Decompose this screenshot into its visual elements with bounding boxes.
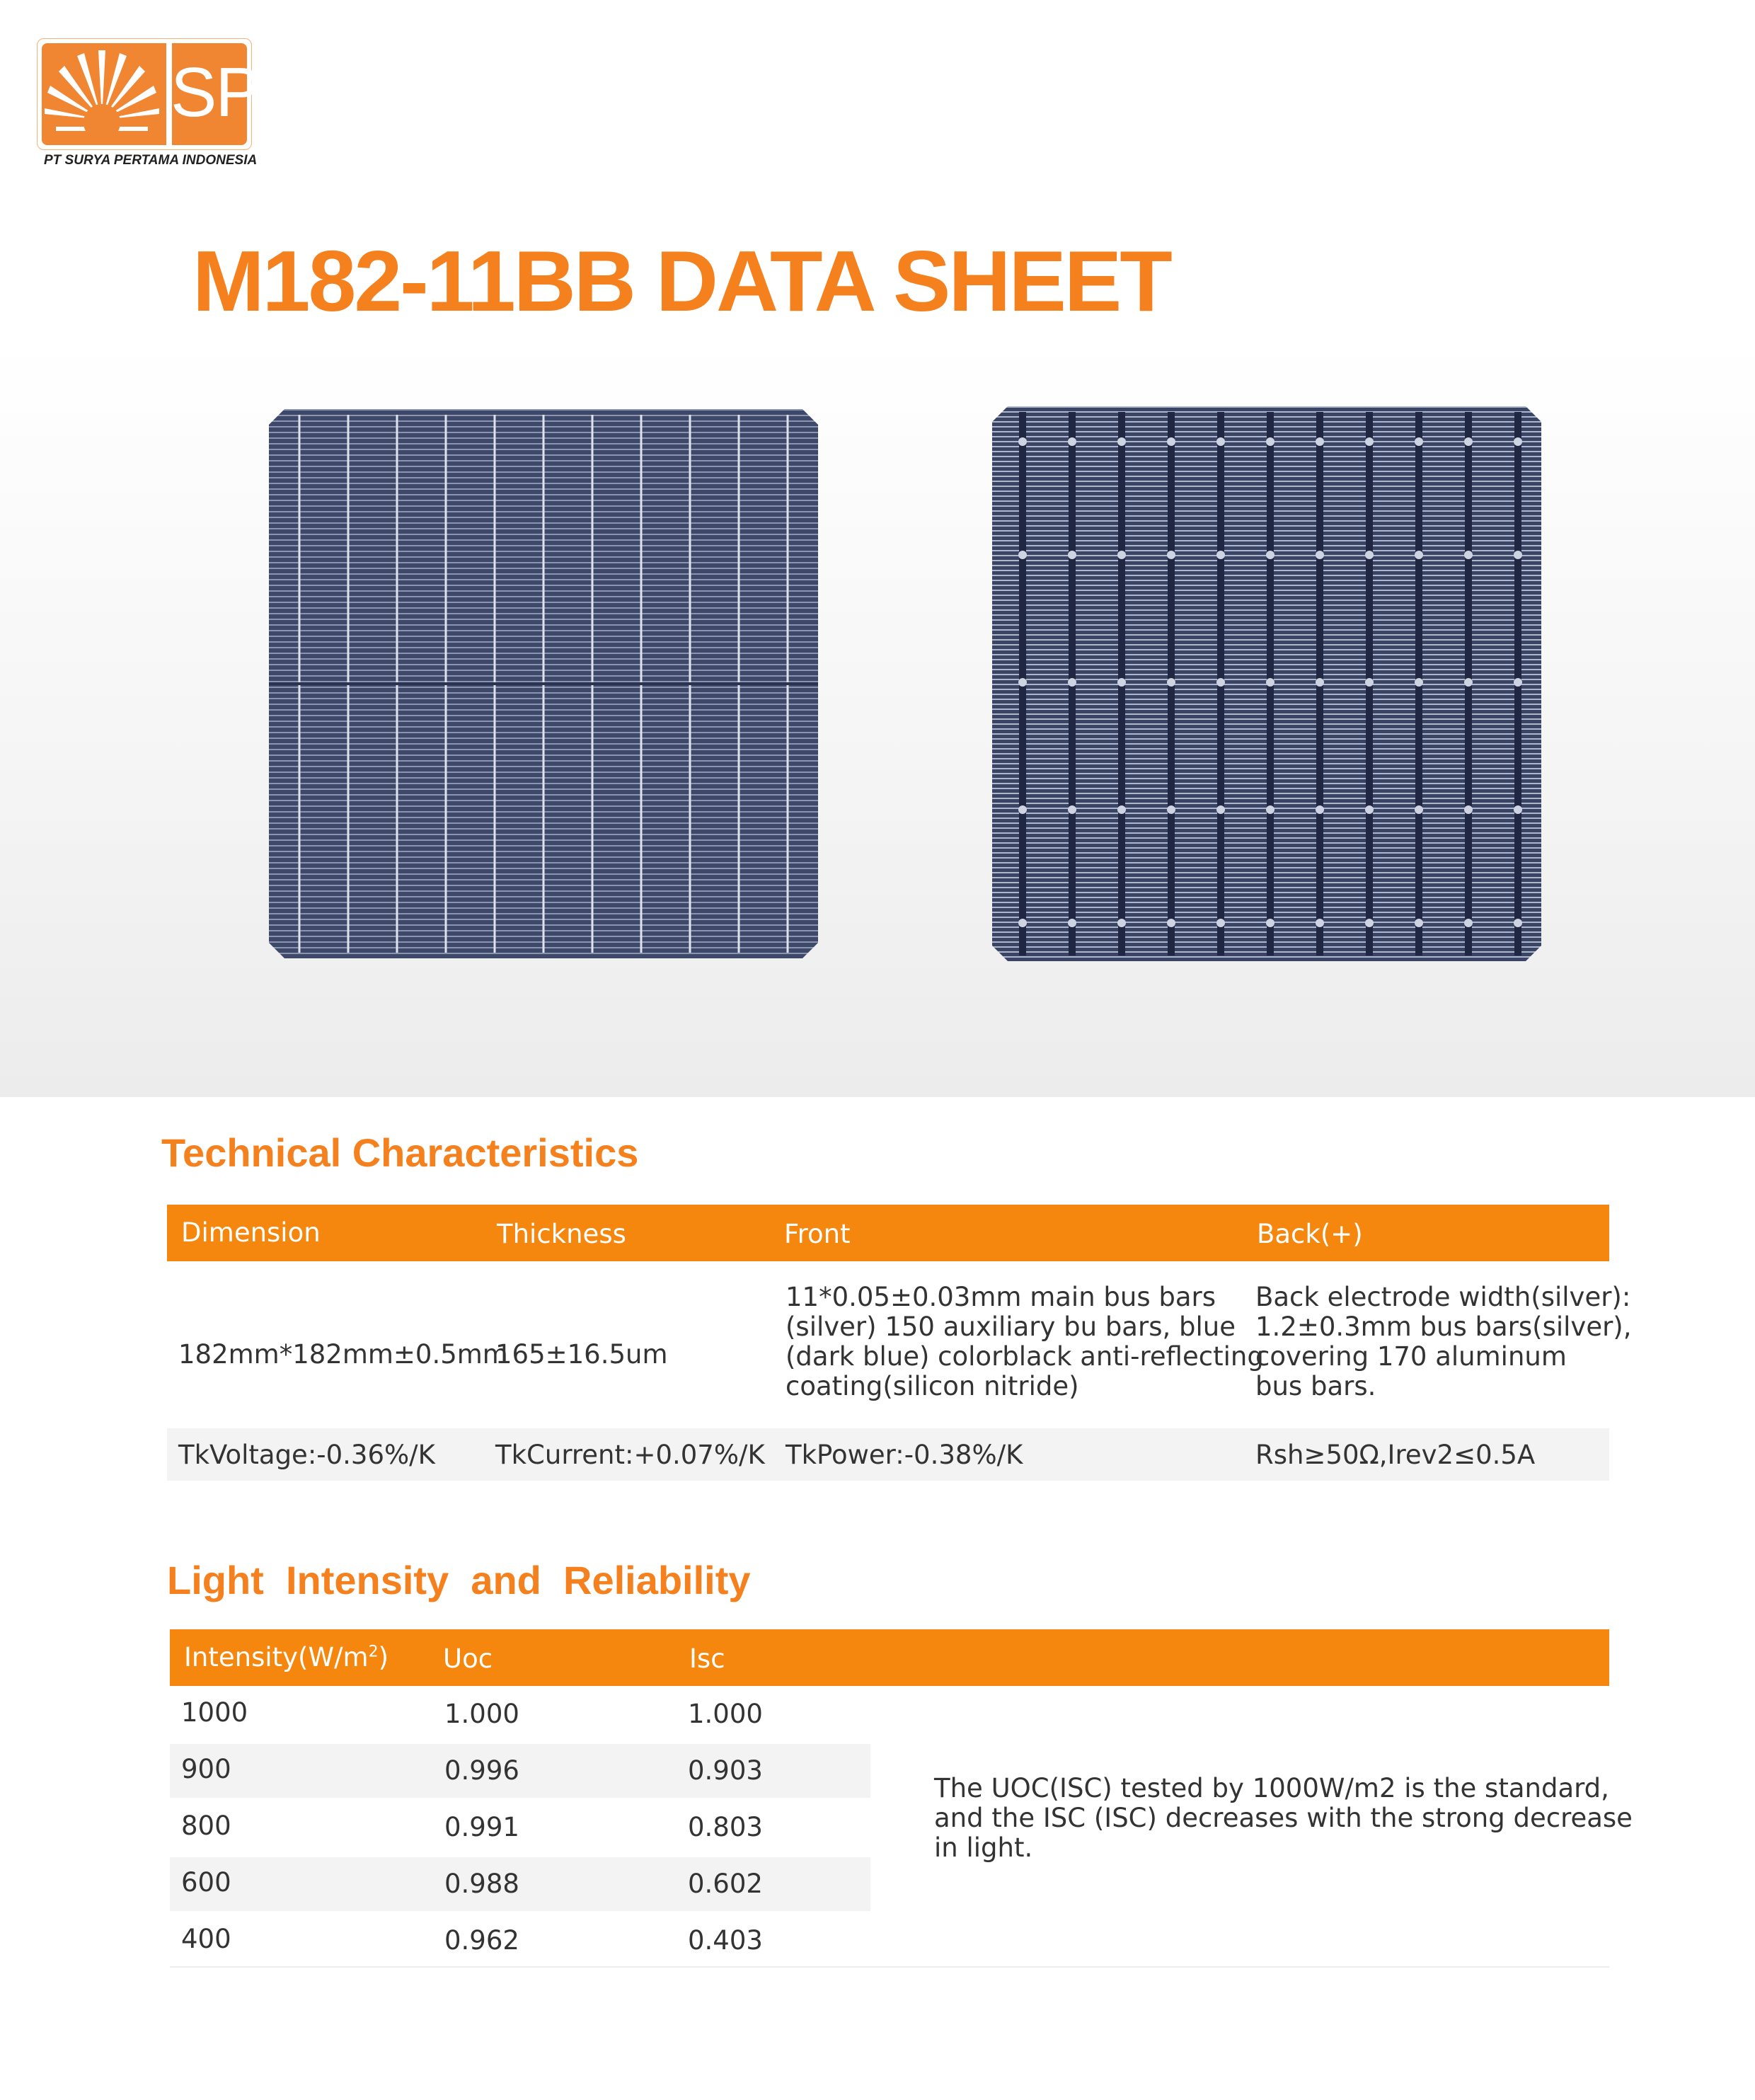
uoc-400: 0.962: [444, 1925, 519, 1956]
header-dimension: Dimension: [181, 1217, 321, 1248]
header-uoc: Uoc: [443, 1643, 493, 1674]
header-thickness: Thickness: [497, 1219, 626, 1249]
intensity-800: 800: [181, 1811, 231, 1841]
isc-800: 0.803: [688, 1812, 763, 1842]
light-row-band: [170, 1744, 870, 1798]
isc-600: 0.602: [688, 1869, 763, 1899]
tk-voltage: TkVoltage:-0.36%/K: [178, 1440, 435, 1470]
solar-cell-back-image: [992, 406, 1541, 964]
spi-logo: [37, 38, 278, 150]
isc-900: 0.903: [688, 1755, 763, 1786]
front-description: 11*0.05±0.03mm main bus bars (silver) 150 auxiliary bu bars, blue (dark blue) colorblack anti-reflecting coating(silicon nitride): [786, 1282, 1264, 1401]
tk-power: TkPower:-0.38%/K: [786, 1440, 1023, 1470]
header-front: Front: [784, 1219, 851, 1249]
intensity-900: 900: [181, 1754, 231, 1784]
intensity-400: 400: [181, 1924, 231, 1954]
thickness-value: 165±16.5um: [495, 1339, 668, 1370]
light-header-row: [170, 1629, 1609, 1686]
table-bottom-rule: [170, 1966, 1609, 1968]
solar-cell-front-image: [269, 409, 818, 961]
header-intensity: $Intensity(W/m^2)$: [184, 1642, 389, 1672]
technical-header-row: [167, 1205, 1609, 1261]
page-title: M182-11BB DATA SHEET: [192, 233, 1170, 329]
logo-text: SPI: [171, 53, 278, 131]
light-heading: Light Intensity and Reliability: [167, 1558, 751, 1602]
tk-current: TkCurrent:+0.07%/K: [495, 1440, 765, 1470]
isc-1000: 1.000: [688, 1699, 763, 1729]
intensity-1000: 1000: [181, 1697, 248, 1728]
header-isc: Isc: [689, 1643, 725, 1674]
isc-400: 0.403: [688, 1925, 763, 1956]
dimension-value: 182mm*182mm±0.5mm: [178, 1339, 508, 1370]
technical-heading: Technical Characteristics: [161, 1130, 639, 1175]
uoc-800: 0.991: [444, 1812, 519, 1842]
sun-rays-icon: [42, 43, 166, 145]
back-description: Back electrode width(silver): 1.2±0.3mm bus bars(silver), covering 170 aluminum bus bars.: [1255, 1282, 1632, 1401]
uoc-600: 0.988: [444, 1869, 519, 1899]
uoc-900: 0.996: [444, 1755, 519, 1786]
company-name: PT SURYA PERTAMA INDONESIA: [44, 153, 258, 168]
rsh-irev: Rsh≥50Ω,Irev2≤0.5A: [1255, 1440, 1536, 1470]
header-back: Back(+): [1257, 1219, 1363, 1249]
light-note: The UOC(ISC) tested by 1000W/m2 is the standard, and the ISC (ISC) decreases with the strong decrease in light.: [934, 1773, 1633, 1863]
intensity-600: 600: [181, 1867, 231, 1898]
uoc-1000: 1.000: [444, 1699, 519, 1729]
light-row-band: [170, 1857, 870, 1911]
